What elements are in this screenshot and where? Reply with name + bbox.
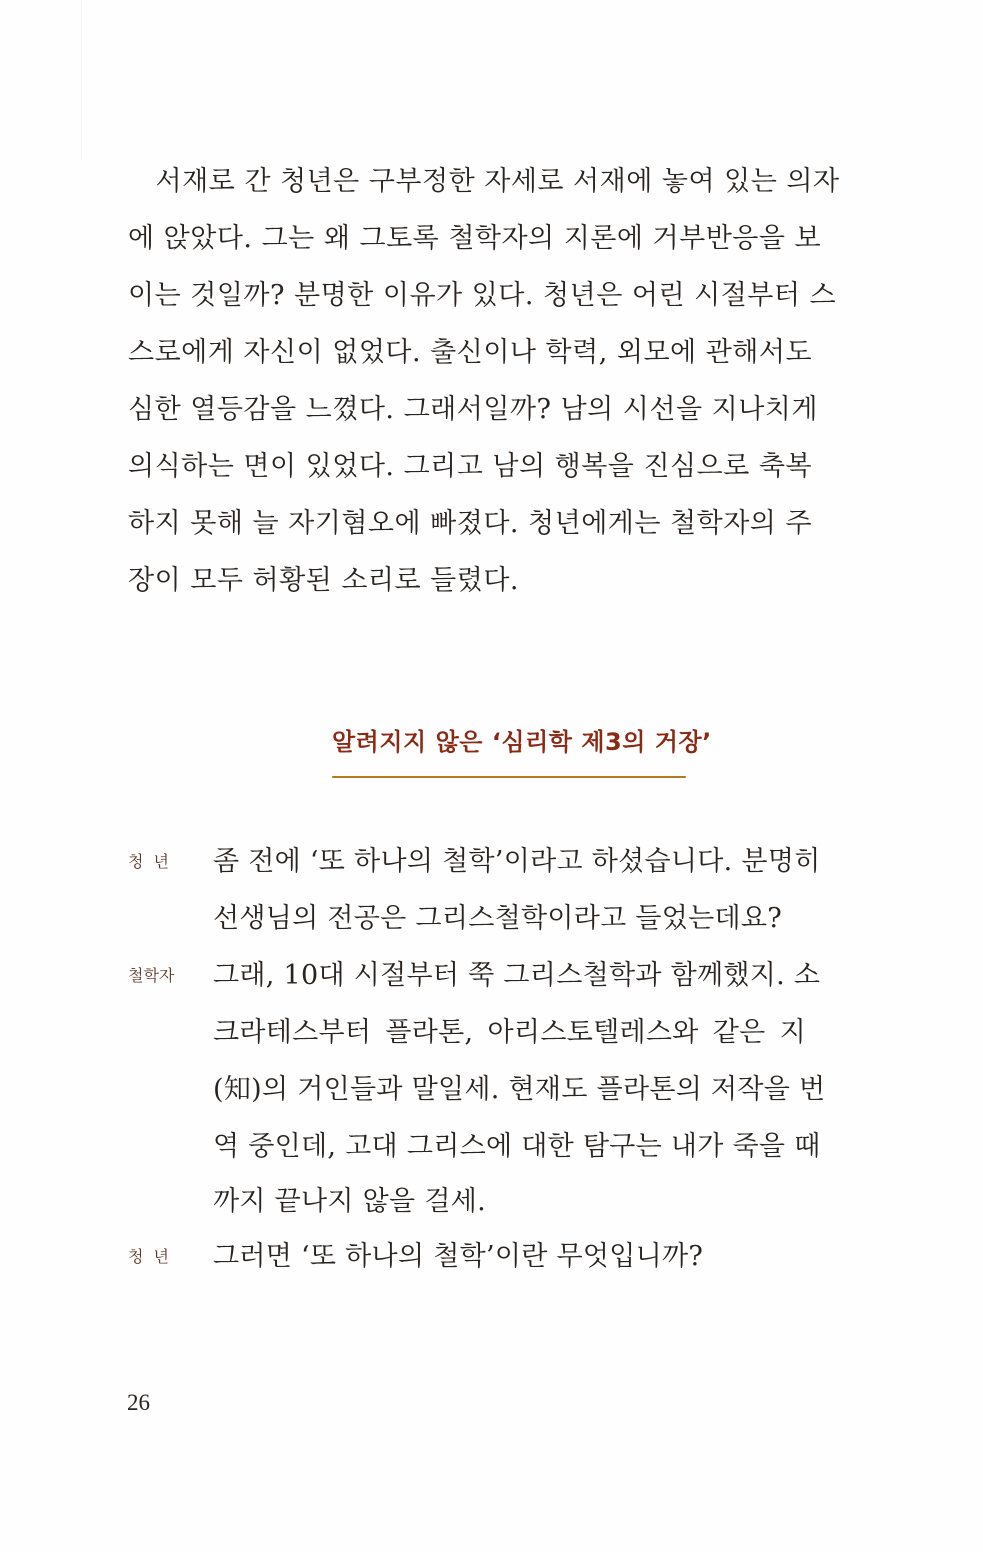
narration-line: 서재로 간 청년은 구부정한 자세로 서재에 놓여 있는 의자: [128, 166, 840, 197]
dialogue-line: 그래, 10대 시절부터 쭉 그리스철학과 함께했지. 소: [213, 960, 821, 991]
speaker-label-youth: 청년: [128, 852, 179, 871]
narration-line: 이는 것일까? 분명한 이유가 있다. 청년은 어린 시절부터 스: [128, 280, 837, 311]
speaker-label-philosopher: 철학자: [128, 966, 175, 985]
page-number: 26: [127, 1390, 150, 1415]
section-heading: [332, 722, 712, 778]
dialogue-line: (知)의 거인들과 말일세. 현재도 플라톤의 저작을 번: [213, 1074, 826, 1105]
dialogue-line: 까지 끝나지 않을 걸세.: [213, 1186, 486, 1217]
narration-line: 심한 열등감을 느꼈다. 그래서일까? 남의 시선을 지나치게: [128, 394, 818, 425]
scan-gutter-line: [81, 0, 82, 160]
narration-line: 장이 모두 허황된 소리로 들렸다.: [128, 565, 519, 596]
dialogue-line: 크라테스부터 플라톤, 아리스토텔레스와 같은 지: [213, 1017, 806, 1048]
dialogue-line: 그러면 ‘또 하나의 철학’이란 무엇입니까?: [213, 1241, 704, 1272]
section-title: 알려지지 않은 ‘심리학 제3의 거장’: [332, 728, 712, 756]
dialogue-line: 좀 전에 ‘또 하나의 철학’이라고 하셨습니다. 분명히: [213, 846, 821, 877]
dialogue-line: 선생님의 전공은 그리스철학이라고 들었는데요?: [213, 903, 783, 934]
dialogue-line: 역 중인데, 고대 그리스에 대한 탐구는 내가 죽을 때: [213, 1131, 821, 1162]
narration-line: 에 앉았다. 그는 왜 그토록 철학자의 지론에 거부반응을 보: [128, 223, 822, 254]
narration-line: 의식하는 면이 있었다. 그리고 남의 행복을 진심으로 축복: [128, 451, 813, 482]
narration-line: 하지 못해 늘 자기혐오에 빠졌다. 청년에게는 철학자의 주: [128, 508, 813, 539]
narration-line: 스로에게 자신이 없었다. 출신이나 학력, 외모에 관해서도: [128, 337, 813, 368]
speaker-label-youth: 청년: [128, 1247, 179, 1266]
section-underline: [332, 776, 686, 778]
